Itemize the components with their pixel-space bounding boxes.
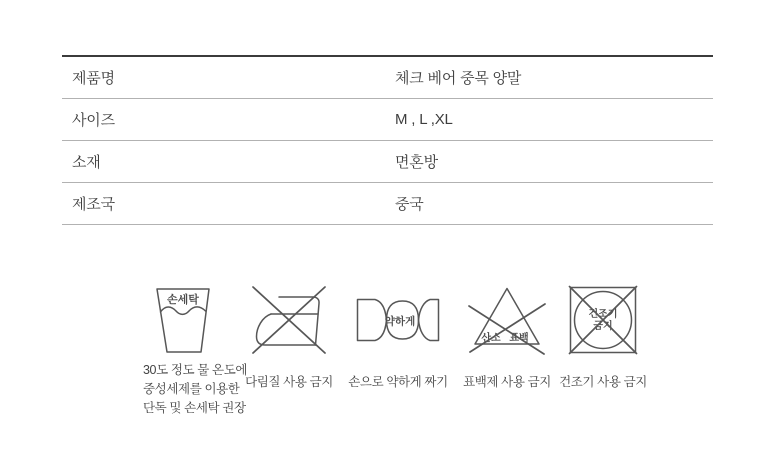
table-row-country [62, 183, 713, 225]
caption-line: 단독 및 손세탁 권장 [143, 401, 246, 415]
table-row-product-name [62, 57, 713, 99]
icon-label-left: 산소 [481, 333, 501, 344]
row-label: 제조국 [72, 196, 115, 213]
icon-label: 손세탁 [167, 293, 199, 306]
table-row-material [62, 141, 713, 183]
care-caption: 다림질 사용 금지 [245, 375, 333, 389]
product-spec-table [62, 55, 713, 225]
care-caption: 건조기 사용 금지 [559, 375, 647, 389]
row-value: M , L ,XL [395, 111, 453, 128]
icon-label-line2: 금지 [593, 321, 613, 332]
caption-line: 중성세제를 이용한 [143, 382, 240, 396]
table-row-size [62, 99, 713, 141]
icon-label: 약하게 [384, 315, 416, 328]
icon-label-line1: 건조기 [588, 309, 618, 320]
row-label: 소재 [72, 154, 101, 171]
row-label: 사이즈 [72, 112, 115, 129]
care-caption: 손으로 약하게 짜기 [348, 375, 448, 389]
wring-gently-icon [356, 298, 440, 342]
icon-box [538, 284, 668, 356]
row-label: 제품명 [72, 70, 115, 87]
caption-line: 30도 정도 물 온도에 [143, 363, 248, 377]
row-value: 체크 베어 중목 양말 [395, 70, 522, 87]
row-value: 면혼방 [395, 154, 438, 171]
no-bleach-triangle-icon [468, 285, 546, 355]
no-iron-icon [251, 284, 327, 356]
care-item-no-tumble-dry [538, 284, 668, 390]
icon-label-right: 표백 [509, 333, 529, 344]
care-caption: 표백제 사용 금지 [463, 375, 551, 389]
handwash-basin-icon [155, 287, 211, 354]
no-tumble-dry-icon [568, 285, 638, 355]
row-value: 중국 [395, 196, 424, 213]
